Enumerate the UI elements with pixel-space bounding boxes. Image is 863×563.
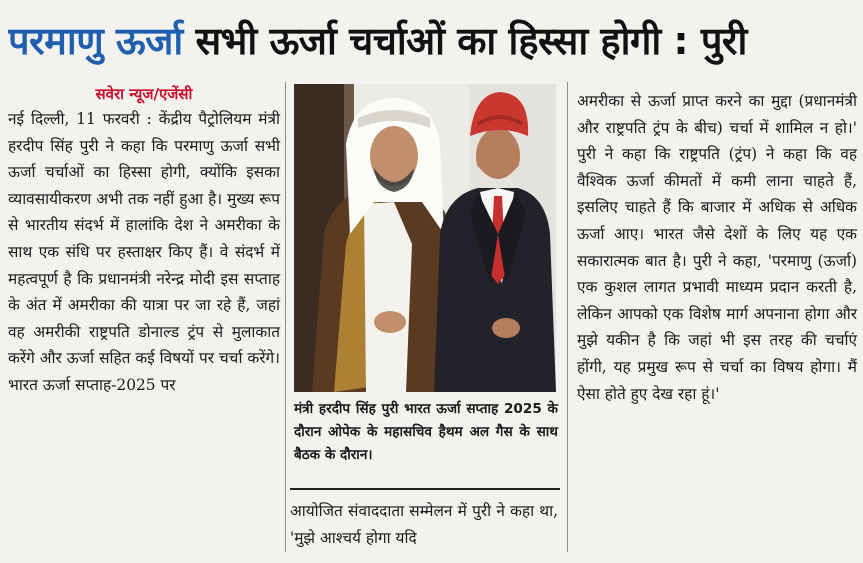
column-divider-right [567,82,568,552]
headline [8,6,856,76]
headline-highlight: परमाणु ऊर्जा [8,19,183,63]
article-column-2 [290,498,558,551]
article-column-3 [577,88,857,407]
photo-caption: मंत्री हरदीप सिंह पुरी भारत ऊर्जा सप्ताह 2025 के दौरान ओपेक के महासचिव हैथम अल गैस के साथ बैठक के दौरान। [294,401,558,463]
column-divider-left [285,82,286,552]
column-2-text: आयोजित संवाददाता सम्मेलन में पुरी ने कहा था, 'मुझे आश्चर्य होगा यदि [290,502,558,547]
headline-rest: सभी ऊर्जा चर्चाओं का हिस्सा होगी : पुरी [182,19,747,63]
byline: सवेरा न्यूज/एजेंसी [95,85,193,103]
column-3-text: अमरीका से ऊर्जा प्राप्त करने का मुद्दा (प्रधानमंत्री और राष्ट्रपति ट्रंप के बीच) चर्चा में शामिल न हो।' पुरी ने कहा कि राष्ट्रपति (ट्रंप) ने कहा कि वह वैश्विक ऊर्जा कीमतों में कमी लाना चाहते हैं, इसलिए चाहते हैं कि बाजार में अधिक से अधिक ऊर्जा आए। भारत जैसे देशों के लिए यह एक सकारात्मक बात है। पुरी ने कहा, 'परमाणु (ऊर्जा) एक कुशल लागत प्रभावी माध्यम प्रदान करती है, लेकिन आपको एक विशेष मार्ग अपनाना होगा और मुझे यकीन है कि जहां भी इस तरह की चर्चाएं होंगी, यह प्रमुख रूप से चर्चा का विषय होगा। मैं ऐसा होते हुए देख रहा हूं।' [577,92,857,403]
photo-illustration [294,84,556,392]
news-photo [294,84,556,392]
column-1-text: नई दिल्ली, 11 फरवरी : केंद्रीय पैट्रोलियम मंत्री हरदीप सिंह पुरी ने कहा कि परमाणु ऊर्जा सभी ऊर्जा चर्चाओं का हिस्सा होगी, क्योंकि इसका व्यावसायीकरण अभी तक नहीं हुआ है। मुख्य रूप से भारतीय संदर्भ में हालांकि देश ने अमरीका के साथ एक संधि पर हस्ताक्षर किए हैं। वे संदर्भ में महत्वपूर्ण है कि प्रधानमंत्री नरेन्द्र मोदी इस सप्ताह के अंत में अमरीका की यात्रा पर जा रहे हैं, जहां वह अमरीकी राष्ट्रपति डोनाल्ड ट्रंप से मुलाकात करेंगे और ऊर्जा सहित कई विषयों पर चर्चा करेंगे। भारत ऊर्जा सप्ताह-2025 पर [8,110,280,394]
caption-divider [290,488,560,490]
article-column-1 [8,82,280,399]
